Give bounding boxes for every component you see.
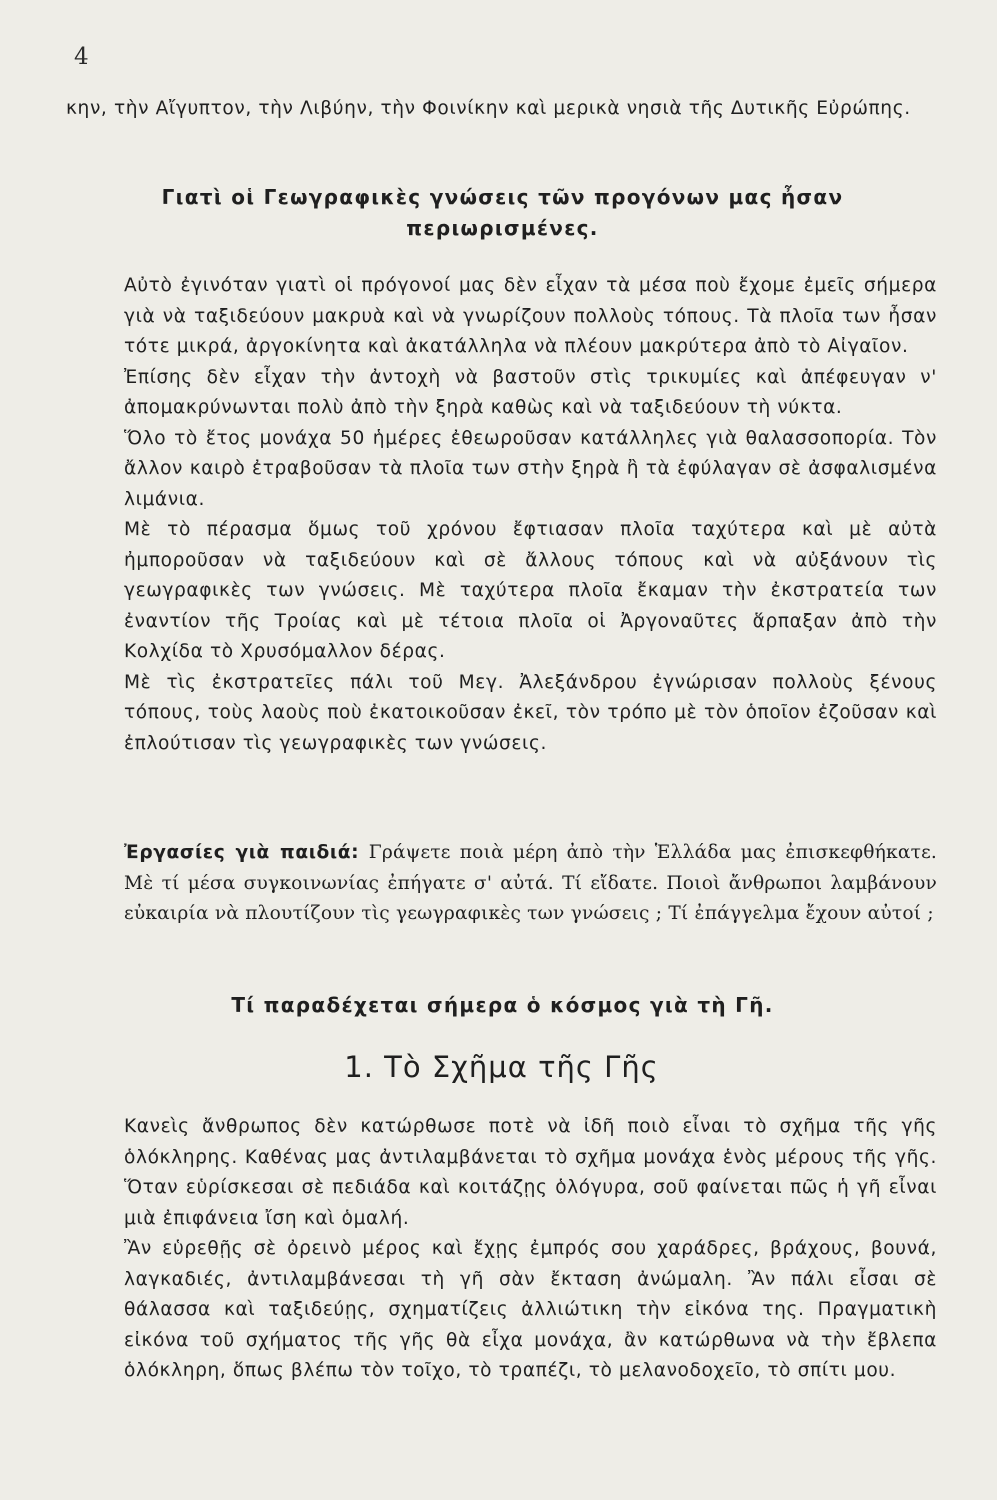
body-text-ancestors (66, 271, 937, 759)
page-number: 4 (74, 44, 89, 70)
body-text-earth-shape (66, 1112, 937, 1387)
section-heading-knowledge: Γιατὶ οἱ Γεωγραφικὲς γνώσεις τῶν προγόνων μας ἦσαν περιωρισμένες. (161, 185, 844, 240)
paragraph: Μὲ τὸ πέρασμα ὅμως τοῦ χρόνου ἔφτιασαν πλοῖα ταχύτερα καὶ μὲ αὐτὰ ἠμποροῦσαν νὰ ταξιδεύουν καὶ σὲ ἄλλους τόπους καὶ νὰ αὐξάνουν τὶς γεωγραφικὲς των γνώσεις. Μὲ ταχύτερα πλοῖα ἔκαμαν τὴν ἐκστρατεία των ἐναντίον τῆς Τροίας καὶ μὲ τέτοια πλοῖα οἱ Ἀργοναῦτες ἅρπαξαν ἀπὸ τὴν Κολχίδα τὸ Χρυσόμαλλον δέρας. (124, 519, 937, 662)
paragraph: Ἐπίσης δὲν εἶχαν τὴν ἀντοχὴ νὰ βαστοῦν στὶς τρικυμίες καὶ ἀπέφευγαν ν' ἀπομακρύνωνται πολὺ ἀπὸ τὴν ξηρὰ καθὼς καὶ νὰ ταξιδεύουν τὴ νύκτα. (124, 366, 937, 418)
paragraph: Μὲ τὶς ἐκστρατεῖες πάλι τοῦ Μεγ. Ἀλεξάνδρου ἐγνώρισαν πολλοὺς ξένους τόπους, τοὺς λαοὺς ποὺ ἐκατοικοῦσαν ἐκεῖ, τὸν τρόπο μὲ τὸν ὁποῖον ἐζοῦσαν καὶ ἐπλούτισαν τὶς γεωγραφικὲς των γνώσεις. (124, 671, 937, 754)
intro-paragraph: κην, τὴν Αἴγυπτον, τὴν Λιβύην, τὴν Φοινίκην καὶ μερικὰ νησιὰ τῆς Δυτικῆς Εὐρώπης. (66, 98, 911, 119)
paragraph: Αὐτὸ ἐγινόταν γιατὶ οἱ πρόγονοί μας δὲν εἶχαν τὰ μέσα ποὺ ἔχομε ἐμεῖς σήμερα γιὰ νὰ ταξιδεύουν μακρυὰ καὶ νὰ γνωρίζουν πολλοὺς τόπους. Τὰ πλοῖα των ἦσαν τότε μικρά, ἀργοκίνητα καὶ ἀκατάλληλα νὰ πλέουν μακρύτερα ἀπὸ τὸ Αἰγαῖον. (124, 275, 937, 357)
exercise-label: Ἐργασίες γιὰ παιδιά: (124, 842, 360, 863)
paragraph: Κανεὶς ἄνθρωπος δὲν κατώρθωσε ποτὲ νὰ ἰδῆ ποιὸ εἶναι τὸ σχῆμα τῆς γῆς ὁλόκληρης. Καθένας μας ἀντιλαμβάνεται τὸ σχῆμα μονάχα ἑνὸς μέρους τῆς γῆς. Ὅταν εὑρίσκεσαι σὲ πεδιάδα καὶ κοιτάζῃς ὁλόγυρα, σοῦ φαίνεται πῶς ἡ γῆ εἶναι μιὰ ἐπιφάνεια ἴση καὶ ὁμαλή. (124, 1116, 937, 1229)
exercise-text: Γράψετε ποιὰ μέρη ἀπὸ τὴν Ἑλλάδα μας ἐπισκεφθήκατε. Μὲ τί μέσα συγκοινωνίας ἐπήγατε σ' αὐτά. Τί εἴδατε. Ποιοὶ ἄνθρωποι λαμβάνουν εὐκαιρία νὰ πλουτίζουν τὶς γεωγραφικὲς των γνώσεις ; Τί ἐπάγγελμα ἔχουν αὐτοί ; (124, 842, 938, 924)
paragraph: Ἂν εὑρεθῇς σὲ ὀρεινὸ μέρος καὶ ἔχῃς ἐμπρός σου χαράδρες, βράχους, βουνά, λαγκαδιές, ἀντιλαμβάνεσαι τὴ γῆ σὰν ἔκταση ἀνώμαλη. Ἂν πάλι εἶσαι σὲ θάλασσα καὶ ταξιδεύῃς, σχηματίζεις ἀλλιώτικη τὴν εἰκόνα της. Πραγματικὴ εἰκόνα τοῦ σχήματος τῆς γῆς θὰ εἶχα μονάχα, ἂν κατώρθωνα νὰ τὴν ἔβλεπα ὁλόκληρη, ὅπως βλέπω τὸν τοῖχο, τὸ τραπέζι, τὸ μελανοδοχεῖο, τὸ σπίτι μου. (124, 1238, 937, 1381)
exercise-block (66, 838, 937, 930)
paragraph: Ὅλο τὸ ἔτος μονάχα 50 ἡμέρες ἐθεωροῦσαν κατάλληλες γιὰ θαλασσοπορία. Τὸν ἄλλον καιρὸ ἐτραβοῦσαν τὰ πλοῖα των στὴν ξηρὰ ἢ τὰ ἐφύλαγαν σὲ ἀσφαλισμένα λιμάνια. (124, 427, 937, 510)
section-heading-modern-view: Τί παραδέχεται σήμερα ὁ κόσμος γιὰ τὴ Γῆ. (231, 993, 774, 1017)
section-title-earth-shape: 1. Τὸ Σχῆμα τῆς Γῆς (344, 1050, 659, 1084)
